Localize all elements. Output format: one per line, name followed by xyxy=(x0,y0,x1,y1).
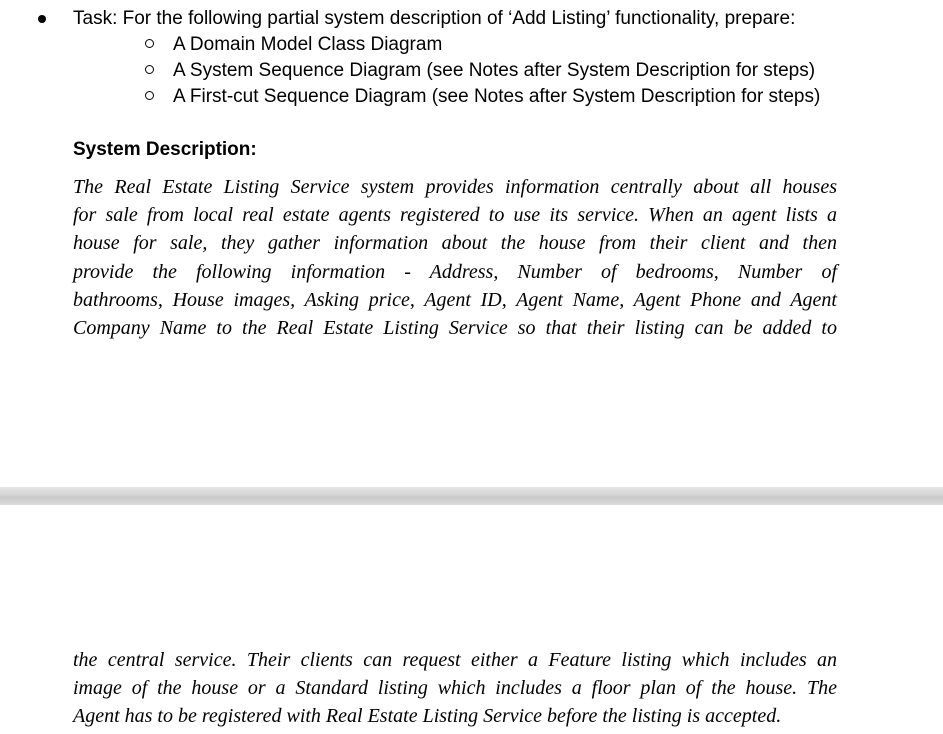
task-item-label: A Domain Model Class Diagram xyxy=(173,34,443,55)
description-line: for sale from local real estate agents registered to use its service. When an agent lists a xyxy=(73,204,837,227)
circle-bullet-icon xyxy=(145,65,154,74)
system-description-part-2 xyxy=(73,646,837,731)
task-item-system-sequence xyxy=(145,59,815,83)
description-line: Agent has to be registered with Real Estate Listing Service before the listing is accepted. xyxy=(73,705,782,728)
section-heading: System Description: xyxy=(73,139,257,160)
task-item-label: A First-cut Sequence Diagram (see Notes after System Description for steps) xyxy=(173,86,821,107)
system-description-part-1 xyxy=(73,173,837,342)
description-line: provide the following information - Address, Number of bedrooms, Number of xyxy=(73,260,837,283)
task-item-domain-model xyxy=(145,33,442,57)
circle-bullet-icon xyxy=(145,91,154,100)
description-line: bathrooms, House images, Asking price, Agent ID, Agent Name, Agent Phone and Agent xyxy=(73,288,837,311)
description-line: The Real Estate Listing Service system provides information centrally about all houses xyxy=(73,176,837,198)
description-line: Company Name to the Real Estate Listing Service so that their listing can be added to xyxy=(73,317,837,340)
task-line: Task: For the following partial system description of ‘Add Listing’ functionality, prepare: xyxy=(73,8,796,29)
page-separator xyxy=(0,487,943,505)
description-line: image of the house or a Standard listing which includes a floor plan of the house. The xyxy=(73,677,837,700)
circle-bullet-icon xyxy=(145,39,154,48)
description-line: house for sale, they gather information about the house from their client and then xyxy=(73,232,837,255)
task-item-first-cut-sequence xyxy=(145,85,820,109)
description-line: the central service. Their clients can request either a Feature listing which includes an xyxy=(73,649,837,671)
task-item-label: A System Sequence Diagram (see Notes after System Description for steps) xyxy=(173,60,816,81)
bullet-icon xyxy=(38,15,46,23)
